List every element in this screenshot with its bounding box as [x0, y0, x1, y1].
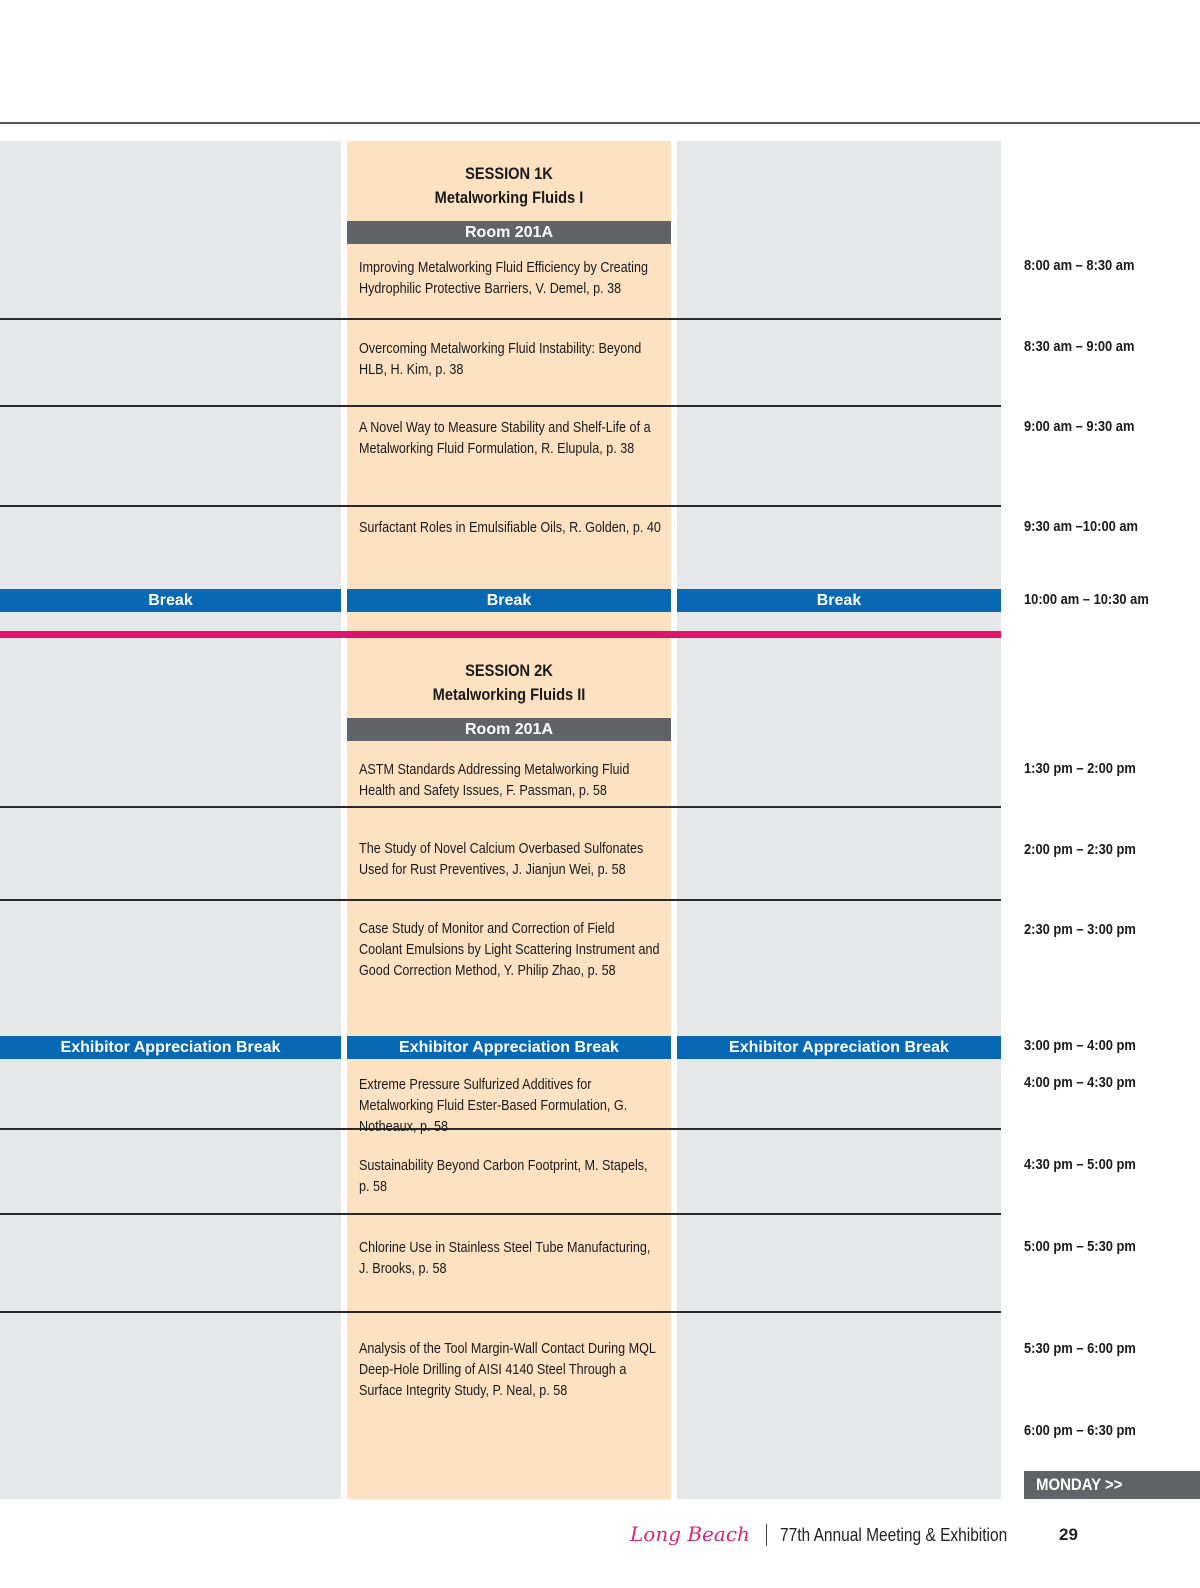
- top-rule: [0, 122, 1200, 124]
- time-slot: 4:30 pm – 5:00 pm: [1024, 1156, 1136, 1173]
- row-divider: [0, 899, 1001, 901]
- time-slot: 2:00 pm – 2:30 pm: [1024, 841, 1136, 858]
- exhibitor-break-band-left: Exhibitor Appreciation Break: [0, 1036, 341, 1059]
- exhibitor-break-band-right: Exhibitor Appreciation Break: [677, 1036, 1001, 1059]
- page-number: 29: [1059, 1525, 1078, 1544]
- session-2-subtitle: Metalworking Fluids II: [432, 685, 586, 704]
- talk-item: Sustainability Beyond Carbon Footprint, M. Stapels, p. 58: [359, 1157, 648, 1195]
- right-column: [677, 141, 1001, 1499]
- talk-item: Overcoming Metalworking Fluid Instability: Beyond HLB, H. Kim, p. 38: [359, 340, 642, 378]
- time-slot: 2:30 pm – 3:00 pm: [1024, 921, 1136, 938]
- talk-item: ASTM Standards Addressing Metalworking Fluid Health and Safety Issues, F. Passman, p. 58: [359, 761, 630, 799]
- time-slot: 6:00 pm – 6:30 pm: [1024, 1422, 1136, 1439]
- row-divider: [0, 318, 1001, 320]
- session-1-room: Room 201A: [347, 221, 671, 244]
- time-slot: 5:00 pm – 5:30 pm: [1024, 1238, 1136, 1255]
- time-slot: 8:30 am – 9:00 am: [1024, 338, 1135, 355]
- talk-item: A Novel Way to Measure Stability and Shelf-Life of a Metalworking Fluid Formulation, R. Elupula, p. 38: [359, 419, 651, 457]
- footer-brand-logo: Long Beach: [630, 1522, 750, 1546]
- break-band-right: Break: [677, 589, 1001, 612]
- talk-item: Analysis of the Tool Margin-Wall Contact During MQL Deep-Hole Drilling of AISI 4140 Steel Through a Surface Integrity Study, P. Neal, p. 58: [359, 1340, 656, 1399]
- talk-item: The Study of Novel Calcium Overbased Sulfonates Used for Rust Preventives, J. Jianjun Wei, p. 58: [359, 840, 644, 878]
- footer-separator: [766, 1524, 767, 1546]
- session-divider: [0, 631, 1001, 638]
- break-time: 10:00 am – 10:30 am: [1024, 591, 1149, 608]
- session-2-title: SESSION 2K: [465, 661, 553, 680]
- row-divider: [0, 1213, 1001, 1215]
- session-1-subtitle: Metalworking Fluids I: [434, 188, 584, 207]
- time-slot: 1:30 pm – 2:00 pm: [1024, 760, 1136, 777]
- time-slot: 5:30 pm – 6:00 pm: [1024, 1340, 1136, 1357]
- talk-item: Improving Metalworking Fluid Efficiency by Creating Hydrophilic Protective Barriers, V. Demel, p. 38: [359, 259, 648, 297]
- time-slot: 9:00 am – 9:30 am: [1024, 418, 1135, 435]
- talk-item: Case Study of Monitor and Correction of Field Coolant Emulsions by Light Scattering Instrument and Good Correction Method, Y. Philip Zhao, p. 58: [359, 920, 660, 979]
- time-slot: 8:00 am – 8:30 am: [1024, 257, 1135, 274]
- monday-tab-label: MONDAY >>: [1036, 1475, 1123, 1494]
- session-2-room: Room 201A: [347, 718, 671, 741]
- talk-item: Extreme Pressure Sulfurized Additives for Metalworking Fluid Ester-Based Formulation, G. Notheaux, p. 58: [359, 1076, 628, 1135]
- break-band-left: Break: [0, 589, 341, 612]
- exhibitor-break-band-session: Exhibitor Appreciation Break: [347, 1036, 671, 1059]
- talk-item: Chlorine Use in Stainless Steel Tube Manufacturing, J. Brooks, p. 58: [359, 1239, 651, 1277]
- row-divider: [0, 405, 1001, 407]
- time-slot: 9:30 am –10:00 am: [1024, 518, 1139, 535]
- exhibitor-break-time: 3:00 pm – 4:00 pm: [1024, 1037, 1136, 1054]
- break-band-session: Break: [347, 589, 671, 612]
- talk-item: Surfactant Roles in Emulsifiable Oils, R. Golden, p. 40: [359, 519, 661, 536]
- left-column: [0, 141, 341, 1499]
- row-divider: [0, 806, 1001, 808]
- monday-tab[interactable]: [1024, 1471, 1200, 1499]
- session-1-title: SESSION 1K: [465, 164, 553, 183]
- footer-title: 77th Annual Meeting & Exhibition: [780, 1525, 1008, 1545]
- row-divider: [0, 1311, 1001, 1313]
- row-divider: [0, 505, 1001, 507]
- time-slot: 4:00 pm – 4:30 pm: [1024, 1074, 1136, 1091]
